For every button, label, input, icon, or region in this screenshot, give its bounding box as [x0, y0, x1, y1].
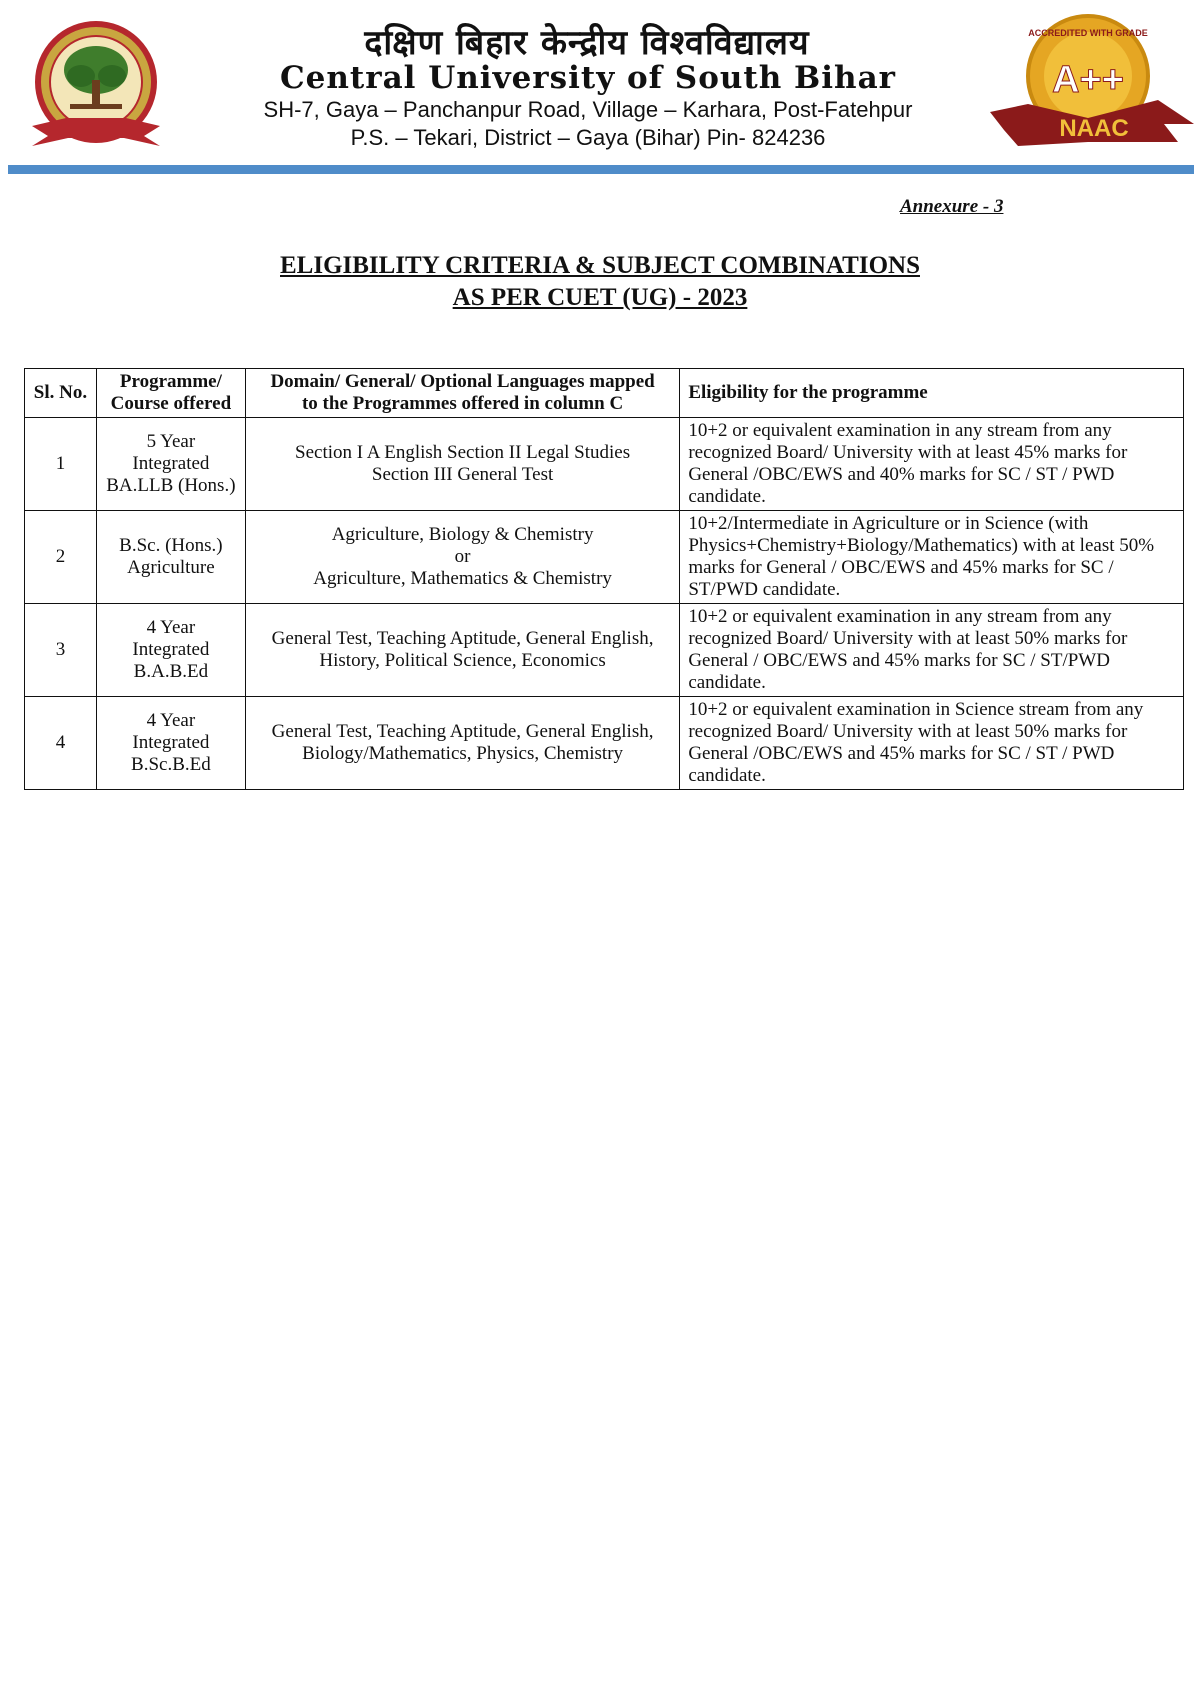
programme-line: Agriculture	[127, 557, 215, 578]
cell-programme	[96, 511, 245, 604]
table-row	[25, 604, 1184, 697]
domain-line: History, Political Science, Economics	[319, 650, 606, 671]
title-text-2: AS PER CUET (UG) - 2023	[452, 284, 748, 311]
domain-line: Agriculture, Biology & Chemistry	[331, 524, 594, 545]
address-line-2: P.S. – Tekari, District – Gaya (Bihar) Pin- 824236	[350, 125, 826, 150]
header-sl-no: Sl. No.	[25, 369, 97, 418]
programme-line: Integrated	[132, 639, 210, 660]
naac-ring-text: ACCREDITED WITH GRADE	[1028, 28, 1148, 38]
table-row	[25, 418, 1184, 511]
programme-line: B.A.B.Ed	[133, 661, 209, 682]
title-text-1: ELIGIBILITY CRITERIA & SUBJECT COMBINATIONS	[280, 252, 920, 279]
annexure-label: Annexure - 3	[900, 196, 1004, 217]
cell-sl: 4	[25, 697, 97, 790]
programme-line: 4 Year	[146, 617, 196, 638]
eligibility-table	[24, 368, 1184, 790]
table-row	[25, 511, 1184, 604]
programme-line: B.Sc.B.Ed	[131, 754, 211, 775]
address-line-1: SH-7, Gaya – Panchanpur Road, Village – Karhara, Post-Fatehpur	[263, 97, 913, 122]
university-address	[188, 96, 988, 152]
programme-line: BA.LLB (Hons.)	[106, 475, 236, 496]
domain-line: Section III General Test	[371, 464, 554, 485]
header-domain-line-2: to the Programmes offered in column C	[301, 393, 624, 414]
naac-label: NAAC	[1059, 115, 1129, 142]
cell-eligibility: 10+2 or equivalent examination in any stream from any recognized Board/ University with at least 45% marks for General /OBC/EWS and 40% marks for SC / ST / PWD candidate.	[680, 418, 1184, 511]
cell-programme	[96, 418, 245, 511]
header-programme	[96, 369, 245, 418]
cell-sl: 3	[25, 604, 97, 697]
header-eligibility: Eligibility for the programme	[680, 369, 1184, 418]
university-seal-icon	[26, 18, 166, 156]
domain-line: or	[454, 546, 471, 567]
domain-line: General Test, Teaching Aptitude, General English,	[271, 721, 654, 742]
domain-line: Section I A English Section II Legal Studies	[295, 442, 631, 463]
programme-line: 4 Year	[146, 710, 196, 731]
programme-line: Integrated	[132, 453, 210, 474]
cell-eligibility: 10+2 or equivalent examination in any stream from any recognized Board/ University with at least 50% marks for General / OBC/EWS and 45% marks for SC / ST/PWD candidate.	[680, 604, 1184, 697]
cell-eligibility: 10+2/Intermediate in Agriculture or in Science (with Physics+Chemistry+Biology/Mathematics) with at least 50% marks for General / OBC/EWS and 45% marks for SC / ST/PWD candidate.	[680, 511, 1184, 604]
cell-programme	[96, 604, 245, 697]
cell-domain	[245, 604, 679, 697]
document-title-line-1	[0, 252, 1200, 280]
university-name-hindi: दक्षिण बिहार केन्द्रीय विश्वविद्यालय	[364, 23, 810, 63]
naac-grade: A++	[1052, 59, 1124, 101]
university-name: Central University of South Bihar	[279, 60, 896, 96]
header-divider	[8, 165, 1194, 174]
cell-domain	[245, 418, 679, 511]
cell-domain	[245, 511, 679, 604]
domain-line: General Test, Teaching Aptitude, General English,	[271, 628, 654, 649]
table-header-row	[25, 369, 1184, 418]
cell-programme	[96, 697, 245, 790]
table-row	[25, 697, 1184, 790]
programme-line: 5 Year	[146, 431, 196, 452]
document-title-line-2	[0, 284, 1200, 312]
cell-sl: 1	[25, 418, 97, 511]
cell-eligibility: 10+2 or equivalent examination in Science stream from any recognized Board/ University with at least 50% marks for General /OBC/EWS and 45% marks for SC / ST / PWD candidate.	[680, 697, 1184, 790]
programme-line: B.Sc. (Hons.)	[119, 535, 223, 556]
header-programme-line-1: Programme/	[119, 371, 222, 392]
header-domain-line-1: Domain/ General/ Optional Languages mapped	[270, 371, 655, 392]
domain-line: Biology/Mathematics, Physics, Chemistry	[302, 743, 624, 764]
header-programme-line-2: Course offered	[110, 393, 232, 414]
cell-sl: 2	[25, 511, 97, 604]
cell-domain	[245, 697, 679, 790]
header-domain	[245, 369, 679, 418]
letterhead	[0, 0, 1200, 180]
domain-line: Agriculture, Mathematics & Chemistry	[313, 568, 612, 589]
naac-badge-icon	[988, 12, 1198, 157]
programme-line: Integrated	[132, 732, 210, 753]
